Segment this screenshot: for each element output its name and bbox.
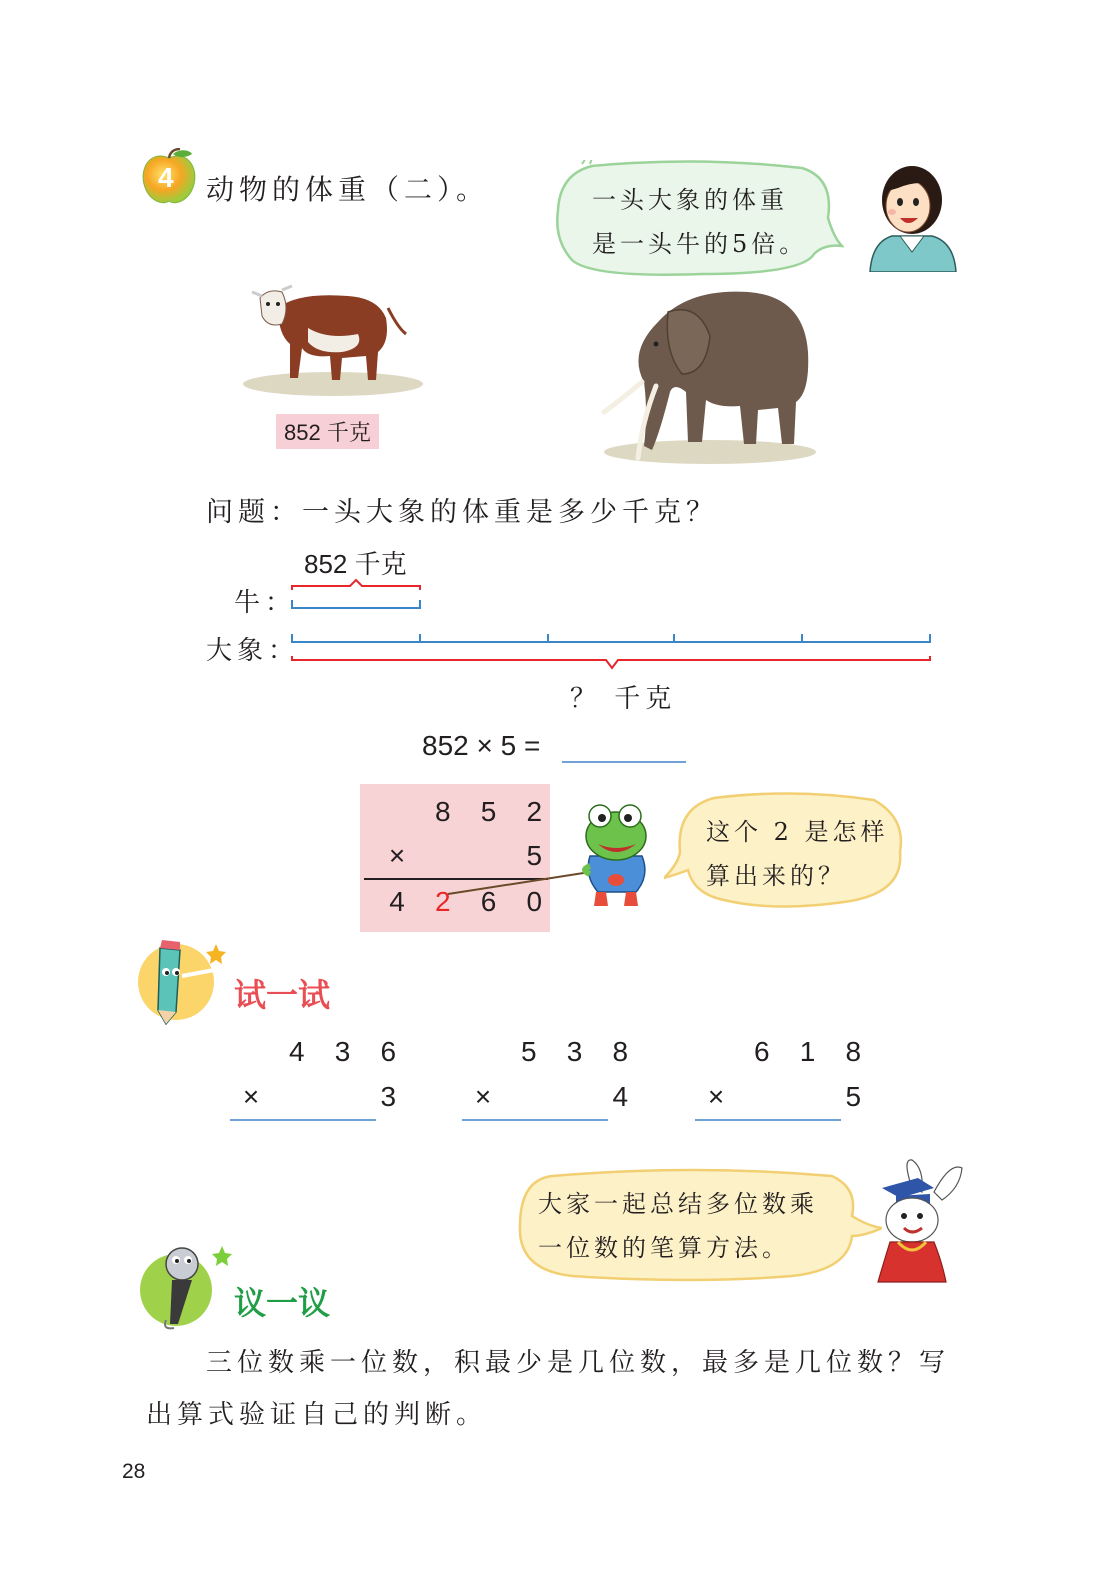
rabbit-illustration <box>872 1158 968 1284</box>
microphone-mascot <box>136 1240 236 1332</box>
calc-digit: 4 <box>612 1081 629 1112</box>
calc-digit: 3 <box>380 1081 397 1112</box>
calc-operator: × <box>242 1081 260 1112</box>
calc-digit: 6 <box>753 1036 770 1067</box>
calc-digit: 5 <box>520 1036 537 1067</box>
cow-weight-label: 852 千克 <box>276 414 379 449</box>
cow-photo <box>238 268 428 398</box>
frog-bubble-line1: 这个 2 是怎样 <box>706 818 889 846</box>
elephant-segment-ticks <box>420 634 802 642</box>
try-problem-line <box>462 1119 608 1121</box>
cow-label: 牛： <box>234 588 297 618</box>
discuss-text-line2: 出算式验证自己的判断。 <box>146 1400 488 1430</box>
elephant-brace <box>292 656 930 668</box>
calc-digit: 6 <box>380 1036 397 1067</box>
discuss-section-title: 议一议 <box>234 1284 331 1322</box>
calc-digit: 3 <box>566 1036 583 1067</box>
try-section-title: 试一试 <box>234 976 331 1014</box>
calc-digit: 8 <box>434 796 451 827</box>
rabbit-bubble-line1: 大家一起总结多位数乘 <box>538 1190 818 1218</box>
elephant-label: 大象： <box>206 636 300 666</box>
elephant-segment <box>292 634 930 642</box>
page-number: 28 <box>122 1460 146 1483</box>
question-text: 问题：一头大象的体重是多少千克？ <box>206 497 718 528</box>
frog-speech-bubble <box>664 790 908 912</box>
calc-digit: 5 <box>526 840 543 871</box>
segment-diagram <box>280 576 940 676</box>
try-problem-line <box>695 1119 841 1121</box>
frog-illustration <box>440 796 652 912</box>
lesson-badge <box>140 148 198 208</box>
lesson-title: 动物的体重（二）。 <box>206 173 490 206</box>
calc-digit: 0 <box>526 886 543 917</box>
calc-digit: 4 <box>389 886 405 917</box>
calc-operator: × <box>388 840 406 871</box>
cow-segment <box>292 600 420 608</box>
lesson-number: 4 <box>158 162 174 193</box>
discuss-text-line1: 三位数乘一位数，积最少是几位数，最多是几位数？写 <box>206 1348 951 1378</box>
calc-digit: 4 <box>288 1036 305 1067</box>
calc-digit: 8 <box>612 1036 629 1067</box>
calc-digit: 5 <box>845 1081 862 1112</box>
teacher-bubble-line2: 是一头牛的5倍。 <box>592 230 808 258</box>
frog-bubble-line2: 算出来的？ <box>706 862 846 890</box>
calc-digit: 8 <box>845 1036 862 1067</box>
teacher-illustration <box>862 152 962 272</box>
cow-weight-annotation: 852 千克 <box>304 549 407 579</box>
calc-digit: 6 <box>480 886 497 917</box>
unknown-weight-label: ？ 千克 <box>570 684 677 714</box>
rabbit-bubble-line2: 一位数的笔算方法。 <box>538 1234 790 1262</box>
calc-operator: × <box>707 1081 725 1112</box>
calc-operator: × <box>474 1081 492 1112</box>
elephant-photo <box>598 282 820 468</box>
calc-digit: 1 <box>799 1036 816 1067</box>
calc-digit-highlight: 2 <box>434 886 451 917</box>
try-problem-line <box>230 1119 376 1121</box>
rabbit-speech-bubble <box>512 1166 882 1284</box>
equation-text: 852 × 5 = <box>422 730 541 761</box>
cow-brace <box>292 580 420 590</box>
teacher-bubble-line1: 一头大象的体重 <box>592 186 788 214</box>
answer-blank[interactable] <box>562 761 686 763</box>
pencil-mascot <box>136 936 232 1028</box>
calc-digit: 3 <box>334 1036 351 1067</box>
calc-digit: 5 <box>480 796 497 827</box>
teacher-speech-bubble <box>552 160 844 280</box>
calc-digit: 2 <box>526 796 543 827</box>
